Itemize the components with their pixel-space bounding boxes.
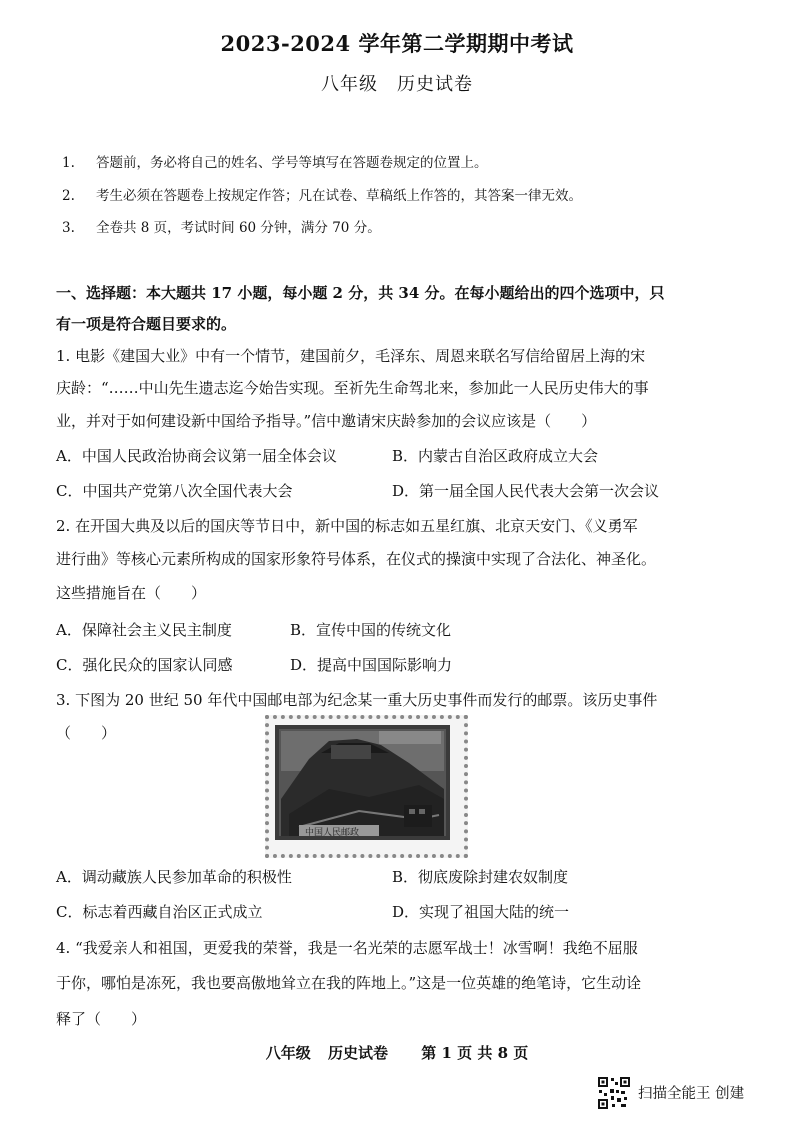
q4-stem-line1: 4. “我爱亲人和祖国，更爱我的荣誉，我是一名光荣的志愿军战士！冰雪啊！我绝不屈服 xyxy=(56,939,638,957)
q2-stem-line3: 这些措施旨在（ ） xyxy=(56,584,207,602)
q1-stem-line1: 1. 电影《建国大业》中有一个情节，建国前夕，毛泽东、周恩来联名写信给留居上海的宋 xyxy=(56,347,646,365)
scanner-watermark: 扫描全能王 创建 xyxy=(638,1086,745,1102)
q1-option-b: B．内蒙古自治区政府成立大会 xyxy=(392,447,599,465)
q1-stem-line3: 业，并对于如何建设新中国给予指导。”信中邀请宋庆龄参加的会议应该是（ ） xyxy=(56,412,597,430)
q1-option-a: A．中国人民政治协商会议第一届全体会议 xyxy=(56,447,337,465)
q3-option-a: A．调动藏族人民参加革命的积极性 xyxy=(56,868,292,886)
note-2: 2. 考生必须在答题卷上按规定作答；凡在试卷、草稿纸上作答的，其答案一律无效。 xyxy=(62,188,582,204)
qr-code-icon xyxy=(597,1076,631,1110)
commemorative-stamp-image xyxy=(265,715,468,858)
q1-stem-line2: 庆龄：“……中山先生遗志迄今始告实现。至祈先生命驾北来，参加此一人民历史伟大的事 xyxy=(56,379,649,397)
q3-option-c: C．标志着西藏自治区正式成立 xyxy=(56,903,263,921)
footer-page-number: 第 1 页 共 8 页 xyxy=(421,1044,529,1062)
q2-stem-line1: 2. 在开国大典及以后的国庆等节日中，新中国的标志如五星红旗、北京天安门、《义勇军 xyxy=(56,517,638,535)
q2-option-b: B．宣传中国的传统文化 xyxy=(290,621,452,639)
note-3: 3. 全卷共 8 页，考试时间 60 分钟，满分 70 分。 xyxy=(62,220,381,236)
q3-stem-line1: 3. 下图为 20 世纪 50 年代中国邮电部为纪念某一重大历史事件而发行的邮票。该历史事件 xyxy=(56,691,658,709)
q3-option-b: B．彻底废除封建农奴制度 xyxy=(392,868,569,886)
exam-subtitle: 八年级 历史试卷 xyxy=(321,74,473,95)
q1-option-d: D．第一届全国人民代表大会第一次会议 xyxy=(392,482,660,500)
q2-option-a: A．保障社会主义民主制度 xyxy=(56,621,232,639)
stamp-caption: 中国人民邮政 xyxy=(305,828,360,838)
footer-grade: 八年级 xyxy=(265,1044,311,1062)
section-heading-line2: 有一项是符合题目要求的。 xyxy=(56,315,237,333)
q2-stem-line2: 进行曲》等核心元素所构成的国家形象符号体系，在仪式的操演中实现了合法化、神圣化。 xyxy=(56,550,657,568)
q4-stem-line3: 释了（ ） xyxy=(56,1010,147,1028)
section-heading-line1: 一、选择题：本大题共 17 小题，每小题 2 分，共 34 分。在每小题给出的四个选项中，只 xyxy=(56,284,665,302)
q4-stem-line2: 于你，哪怕是冻死，我也要高傲地耸立在我的阵地上。”这是一位英雄的绝笔诗，它生动诠 xyxy=(56,974,642,992)
page-footer xyxy=(0,1042,794,1063)
q2-option-c: C．强化民众的国家认同感 xyxy=(56,656,233,674)
exam-title: 2023-2024 学年第二学期期中考试 xyxy=(220,31,574,56)
stamp-illustration xyxy=(269,719,456,846)
note-1: 1. 答题前，务必将自己的姓名、学号等填写在答题卷规定的位置上。 xyxy=(62,155,488,171)
q1-option-c: C．中国共产党第八次全国代表大会 xyxy=(56,482,293,500)
q3-option-d: D．实现了祖国大陆的统一 xyxy=(392,903,570,921)
footer-subject: 历史试卷 xyxy=(328,1044,389,1062)
q3-stem-line2: （ ） xyxy=(56,724,117,742)
q2-option-d: D．提高中国国际影响力 xyxy=(290,656,453,674)
